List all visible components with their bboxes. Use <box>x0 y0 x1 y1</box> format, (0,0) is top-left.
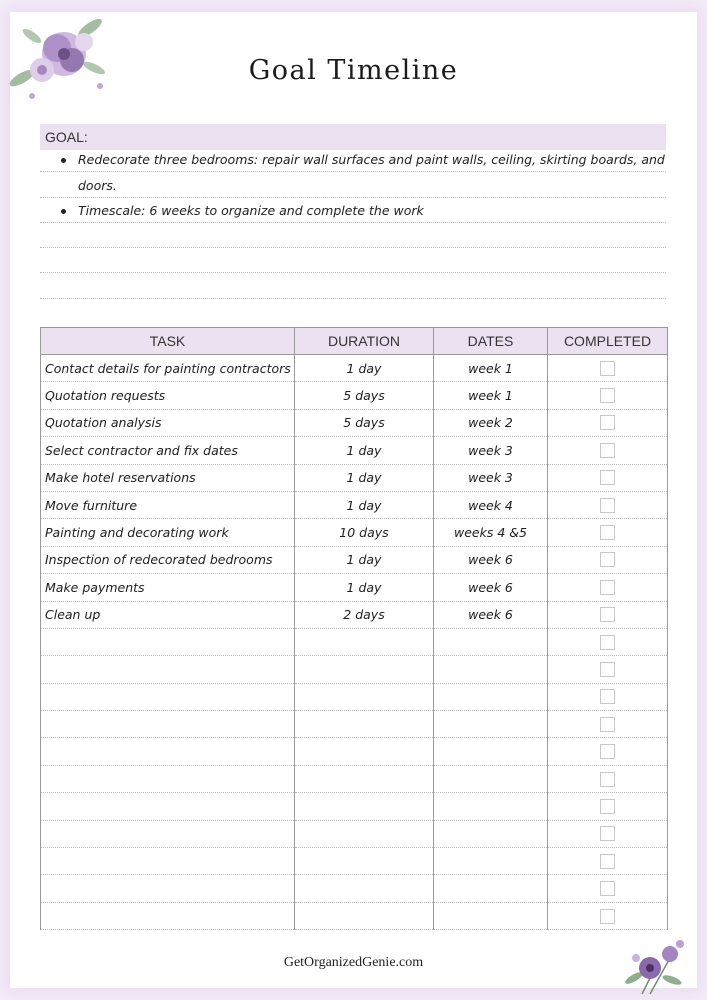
completed-cell <box>548 793 668 820</box>
duration-cell <box>295 711 434 738</box>
dates-cell <box>434 628 548 655</box>
duration-cell: 5 days <box>295 409 434 436</box>
goal-bullet-1-line-2: doors. <box>78 178 117 193</box>
dates-cell <box>434 848 548 875</box>
dates-cell <box>434 902 548 929</box>
table-row <box>41 437 668 464</box>
completed-cell <box>548 848 668 875</box>
completed-cell <box>548 628 668 655</box>
checkbox-icon[interactable] <box>600 552 615 567</box>
checkbox-icon[interactable] <box>600 854 615 869</box>
completed-cell <box>548 437 668 464</box>
dates-cell <box>434 738 548 765</box>
dates-cell: week 1 <box>434 382 548 409</box>
table-row <box>41 683 668 710</box>
dates-cell: week 2 <box>434 409 548 436</box>
dates-cell: week 4 <box>434 491 548 518</box>
dates-cell <box>434 711 548 738</box>
completed-cell <box>548 656 668 683</box>
checkbox-icon[interactable] <box>600 909 615 924</box>
dates-cell: week 3 <box>434 464 548 491</box>
duration-cell <box>295 848 434 875</box>
duration-cell: 2 days <box>295 601 434 628</box>
completed-cell <box>548 382 668 409</box>
task-cell <box>41 711 295 738</box>
dates-cell <box>434 683 548 710</box>
table-row <box>41 546 668 573</box>
checkbox-icon[interactable] <box>600 470 615 485</box>
goal-writing-line <box>40 197 666 198</box>
table-row <box>41 628 668 655</box>
duration-cell: 1 day <box>295 491 434 518</box>
duration-cell <box>295 628 434 655</box>
completed-cell <box>548 574 668 601</box>
table-row <box>41 382 668 409</box>
checkbox-icon[interactable] <box>600 498 615 513</box>
goal-section-header: GOAL: <box>40 124 666 150</box>
duration-cell: 10 days <box>295 519 434 546</box>
table-row <box>41 765 668 792</box>
duration-cell <box>295 902 434 929</box>
duration-cell: 1 day <box>295 355 434 382</box>
completed-cell <box>548 601 668 628</box>
completed-cell <box>548 464 668 491</box>
task-cell <box>41 738 295 765</box>
duration-cell <box>295 875 434 902</box>
checkbox-icon[interactable] <box>600 525 615 540</box>
duration-cell <box>295 793 434 820</box>
task-cell: Inspection of redecorated bedrooms <box>41 546 295 573</box>
timeline-table <box>40 327 668 930</box>
task-cell: Make hotel reservations <box>41 464 295 491</box>
table-row <box>41 464 668 491</box>
task-cell <box>41 875 295 902</box>
dates-cell: week 6 <box>434 546 548 573</box>
column-header-task: TASK <box>41 328 295 355</box>
table-row <box>41 738 668 765</box>
duration-cell <box>295 820 434 847</box>
column-header-completed: COMPLETED <box>548 328 668 355</box>
completed-cell <box>548 355 668 382</box>
checkbox-icon[interactable] <box>600 388 615 403</box>
bullet-icon <box>61 209 66 214</box>
goal-bullet-2: Timescale: 6 weeks to organize and complete the work <box>78 203 424 218</box>
goal-bullet-1-line-1: Redecorate three bedrooms: repair wall surfaces and paint walls, ceiling, skirting boards, and <box>78 152 665 167</box>
task-cell: Make payments <box>41 574 295 601</box>
task-cell <box>41 628 295 655</box>
task-cell: Contact details for painting contractors <box>41 355 295 382</box>
task-cell <box>41 793 295 820</box>
table-row <box>41 491 668 518</box>
dates-cell: weeks 4 &5 <box>434 519 548 546</box>
table-row <box>41 820 668 847</box>
checkbox-icon[interactable] <box>600 662 615 677</box>
goal-writing-line <box>40 171 666 172</box>
table-header-row <box>41 328 668 355</box>
completed-cell <box>548 683 668 710</box>
footer-website: GetOrganizedGenie.com <box>283 955 424 970</box>
table-row <box>41 793 668 820</box>
duration-cell: 1 day <box>295 464 434 491</box>
bullet-icon <box>61 158 66 163</box>
dates-cell: week 1 <box>434 355 548 382</box>
task-cell: Quotation requests <box>41 382 295 409</box>
completed-cell <box>548 519 668 546</box>
checkbox-icon[interactable] <box>600 580 615 595</box>
checkbox-icon[interactable] <box>600 744 615 759</box>
dates-cell <box>434 820 548 847</box>
completed-cell <box>548 902 668 929</box>
table-row <box>41 656 668 683</box>
completed-cell <box>548 765 668 792</box>
duration-cell: 1 day <box>295 574 434 601</box>
dates-cell: week 6 <box>434 574 548 601</box>
page-title: Goal Timeline <box>248 55 459 86</box>
checkbox-icon[interactable] <box>600 607 615 622</box>
goal-writing-line <box>40 222 666 223</box>
task-cell <box>41 765 295 792</box>
table-row <box>41 355 668 382</box>
completed-cell <box>548 875 668 902</box>
goal-writing-line <box>40 247 666 248</box>
task-cell <box>41 902 295 929</box>
task-cell <box>41 848 295 875</box>
checkbox-icon[interactable] <box>600 443 615 458</box>
goal-writing-line <box>40 272 666 273</box>
completed-cell <box>548 491 668 518</box>
checkbox-icon[interactable] <box>600 415 615 430</box>
task-cell <box>41 656 295 683</box>
checkbox-icon[interactable] <box>600 635 615 650</box>
table-row <box>41 601 668 628</box>
checkbox-icon[interactable] <box>600 881 615 896</box>
dates-cell <box>434 793 548 820</box>
checkbox-icon[interactable] <box>600 689 615 704</box>
table-row <box>41 902 668 929</box>
dates-cell: week 6 <box>434 601 548 628</box>
duration-cell: 1 day <box>295 437 434 464</box>
completed-cell <box>548 546 668 573</box>
completed-cell <box>548 820 668 847</box>
duration-cell: 1 day <box>295 546 434 573</box>
table-row <box>41 711 668 738</box>
table-row <box>41 875 668 902</box>
checkbox-icon[interactable] <box>600 799 615 814</box>
table-row <box>41 409 668 436</box>
dates-cell <box>434 875 548 902</box>
task-cell <box>41 683 295 710</box>
table-row <box>41 574 668 601</box>
duration-cell <box>295 765 434 792</box>
completed-cell <box>548 409 668 436</box>
completed-cell <box>548 711 668 738</box>
duration-cell <box>295 656 434 683</box>
task-cell: Clean up <box>41 601 295 628</box>
duration-cell <box>295 738 434 765</box>
table-body <box>41 355 668 930</box>
task-cell: Quotation analysis <box>41 409 295 436</box>
dates-cell <box>434 656 548 683</box>
goal-writing-line <box>40 298 666 299</box>
dates-cell <box>434 765 548 792</box>
task-cell: Select contractor and fix dates <box>41 437 295 464</box>
checkbox-icon[interactable] <box>600 826 615 841</box>
duration-cell <box>295 683 434 710</box>
column-header-duration: DURATION <box>295 328 434 355</box>
task-cell <box>41 820 295 847</box>
duration-cell: 5 days <box>295 382 434 409</box>
task-cell: Move furniture <box>41 491 295 518</box>
checkbox-icon[interactable] <box>600 772 615 787</box>
checkbox-icon[interactable] <box>600 361 615 376</box>
task-cell: Painting and decorating work <box>41 519 295 546</box>
table-row <box>41 519 668 546</box>
dates-cell: week 3 <box>434 437 548 464</box>
checkbox-icon[interactable] <box>600 717 615 732</box>
completed-cell <box>548 738 668 765</box>
column-header-dates: DATES <box>434 328 548 355</box>
table-row <box>41 848 668 875</box>
